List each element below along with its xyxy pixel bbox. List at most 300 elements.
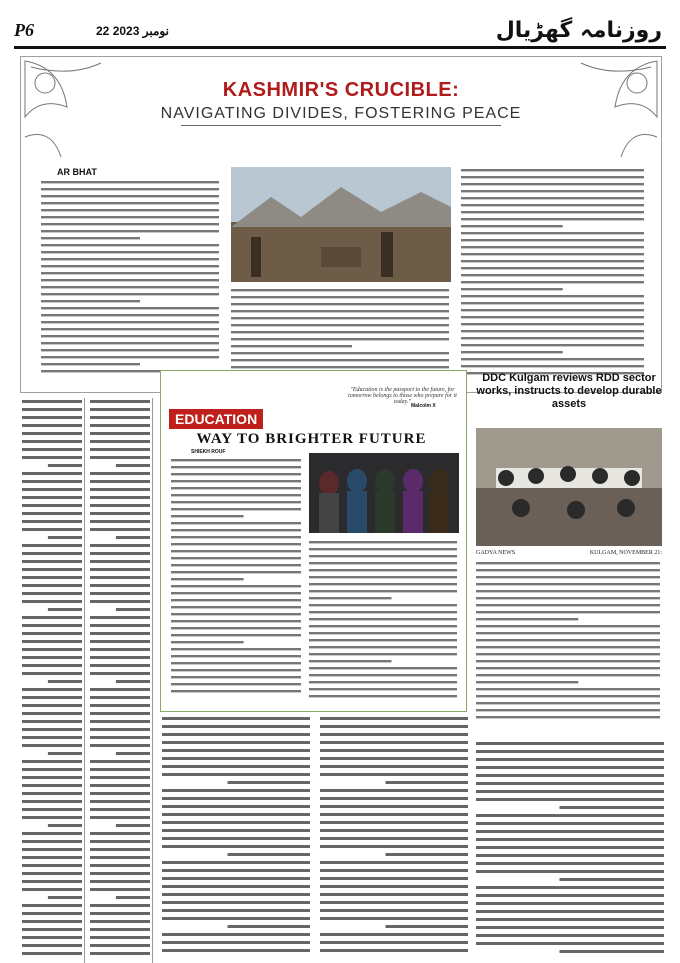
text-line xyxy=(90,688,150,691)
text-line xyxy=(22,424,82,427)
urdu-column-5 xyxy=(474,740,664,960)
ddc-body xyxy=(476,560,662,720)
text-line xyxy=(476,942,664,945)
text-lines xyxy=(20,398,82,958)
text-line xyxy=(476,611,660,613)
text-line xyxy=(22,864,82,867)
text-line xyxy=(41,181,219,183)
text-line xyxy=(90,928,150,931)
text-line xyxy=(90,800,150,803)
text-line xyxy=(476,674,660,676)
text-line xyxy=(162,845,310,848)
text-line xyxy=(476,597,660,599)
text-line xyxy=(90,568,150,571)
text-line xyxy=(309,660,392,662)
text-line xyxy=(476,576,660,578)
text-line xyxy=(476,798,664,801)
text-line xyxy=(90,456,150,459)
text-line xyxy=(461,260,644,262)
text-line xyxy=(231,331,449,333)
text-line xyxy=(228,781,311,784)
text-line xyxy=(41,237,140,239)
text-lines xyxy=(461,167,646,382)
text-line xyxy=(320,901,468,904)
text-line xyxy=(476,660,660,662)
text-line xyxy=(41,195,219,197)
date-year: 2023 xyxy=(112,24,140,38)
text-line xyxy=(22,568,82,571)
text-line xyxy=(22,400,82,403)
text-line xyxy=(560,878,665,881)
ddc-source: GADYA NEWS xyxy=(476,550,516,556)
text-line xyxy=(90,624,150,627)
text-line xyxy=(162,829,310,832)
text-line xyxy=(41,286,219,288)
text-line xyxy=(476,702,660,704)
edu-column-2 xyxy=(309,539,459,699)
text-line xyxy=(231,310,449,312)
text-line xyxy=(461,211,644,213)
edu-photo xyxy=(309,453,459,533)
text-line xyxy=(171,494,301,496)
feature-title: KASHMIR'S CRUCIBLE: xyxy=(222,79,460,101)
text-line xyxy=(22,920,82,923)
text-line xyxy=(320,789,468,792)
text-line xyxy=(171,662,301,664)
text-line xyxy=(320,797,468,800)
text-line xyxy=(162,837,310,840)
text-line xyxy=(231,303,449,305)
text-line xyxy=(90,528,150,531)
text-line xyxy=(22,944,82,947)
column-divider xyxy=(152,398,153,963)
text-line xyxy=(90,864,150,867)
text-line xyxy=(162,813,310,816)
text-line xyxy=(476,569,660,571)
text-line xyxy=(22,496,82,499)
text-line xyxy=(461,183,644,185)
text-line xyxy=(90,576,150,579)
text-line xyxy=(309,590,457,592)
text-line xyxy=(171,515,244,517)
text-line xyxy=(22,544,82,547)
text-line xyxy=(171,550,301,552)
text-line xyxy=(22,784,82,787)
text-line xyxy=(476,766,664,769)
text-line xyxy=(231,317,449,319)
text-line xyxy=(22,808,82,811)
text-line xyxy=(476,790,664,793)
text-line xyxy=(90,760,150,763)
text-line xyxy=(320,893,468,896)
edu-title: WAY TO BRIGHTER FUTURE xyxy=(196,431,427,447)
text-line xyxy=(41,265,219,267)
text-line xyxy=(90,816,150,819)
text-line xyxy=(476,902,664,905)
edu-byline: SHIEKH ROUF xyxy=(191,449,226,455)
text-line xyxy=(162,821,310,824)
text-line xyxy=(48,680,82,683)
text-line xyxy=(41,363,140,365)
text-line xyxy=(320,749,468,752)
edu-quote-author: Malcolm X xyxy=(411,403,436,409)
text-line xyxy=(171,564,301,566)
text-line xyxy=(90,448,150,451)
text-line xyxy=(90,648,150,651)
text-line xyxy=(116,464,150,467)
text-line xyxy=(476,625,660,627)
text-line xyxy=(461,344,644,346)
text-line xyxy=(162,733,310,736)
text-line xyxy=(461,365,644,367)
text-line xyxy=(476,758,664,761)
urdu-column-3 xyxy=(160,715,310,960)
text-line xyxy=(90,560,150,563)
text-line xyxy=(476,681,578,683)
text-line xyxy=(171,466,301,468)
text-line xyxy=(309,681,457,683)
text-line xyxy=(309,653,457,655)
text-line xyxy=(171,501,301,503)
text-line xyxy=(162,949,310,952)
text-line xyxy=(171,627,301,629)
text-line xyxy=(90,840,150,843)
text-line xyxy=(90,872,150,875)
text-line xyxy=(41,335,219,337)
text-line xyxy=(386,925,469,928)
text-line xyxy=(90,592,150,595)
text-line xyxy=(22,528,82,531)
text-line xyxy=(461,239,644,241)
ddc-title: DDC Kulgam reviews RDD sector works, instructs to develop durable assets xyxy=(476,372,662,410)
text-line xyxy=(22,936,82,939)
text-line xyxy=(309,646,457,648)
text-line xyxy=(22,576,82,579)
text-line xyxy=(320,877,468,880)
text-line xyxy=(162,797,310,800)
text-line xyxy=(90,472,150,475)
page-header xyxy=(0,0,680,48)
text-line xyxy=(90,640,150,643)
text-line xyxy=(309,618,457,620)
text-line xyxy=(90,712,150,715)
text-line xyxy=(309,695,457,697)
text-line xyxy=(162,725,310,728)
text-line xyxy=(171,613,301,615)
text-line xyxy=(116,824,150,827)
text-line xyxy=(90,480,150,483)
feature-byline: AR BHAT xyxy=(57,167,97,177)
text-line xyxy=(90,808,150,811)
text-lines xyxy=(474,740,664,960)
text-line xyxy=(476,862,664,865)
date-day: 22 xyxy=(96,24,110,38)
text-line xyxy=(22,688,82,691)
text-line xyxy=(41,244,219,246)
text-line xyxy=(90,776,150,779)
text-line xyxy=(320,765,468,768)
urdu-column-1 xyxy=(20,398,82,958)
text-line xyxy=(22,840,82,843)
text-line xyxy=(22,664,82,667)
text-line xyxy=(461,218,644,220)
text-line xyxy=(476,646,660,648)
text-line xyxy=(320,869,468,872)
text-line xyxy=(22,712,82,715)
text-line xyxy=(22,816,82,819)
text-line xyxy=(22,656,82,659)
text-line xyxy=(162,757,310,760)
text-line xyxy=(22,600,82,603)
text-lines xyxy=(476,560,662,720)
text-line xyxy=(162,741,310,744)
text-line xyxy=(476,618,578,620)
text-line xyxy=(90,600,150,603)
text-line xyxy=(476,910,664,913)
text-line xyxy=(48,824,82,827)
ddc-place-date: KULGAM, NOVEMBER 21: xyxy=(589,550,662,556)
text-line xyxy=(320,941,468,944)
text-line xyxy=(320,933,468,936)
text-line xyxy=(171,676,301,678)
text-line xyxy=(90,768,150,771)
text-line xyxy=(476,846,664,849)
text-line xyxy=(48,536,82,539)
text-line xyxy=(22,512,82,515)
column-divider xyxy=(84,398,85,963)
text-line xyxy=(171,543,301,545)
text-line xyxy=(90,488,150,491)
text-line xyxy=(231,366,449,368)
masthead: روزنامہ گھڑیال xyxy=(495,18,662,43)
page-number: P6 xyxy=(14,20,34,40)
text-line xyxy=(386,781,469,784)
text-line xyxy=(461,246,644,248)
text-line xyxy=(48,464,82,467)
edu-quote: "Education is the passport to the future, for tomorrow belongs to those who prepare for it today." xyxy=(348,387,457,405)
text-line xyxy=(116,608,150,611)
text-line xyxy=(309,611,457,613)
text-line xyxy=(90,856,150,859)
text-line xyxy=(476,562,660,564)
text-line xyxy=(171,459,301,461)
text-line xyxy=(476,918,664,921)
text-line xyxy=(476,886,664,889)
feature-photo xyxy=(231,167,451,282)
text-line xyxy=(22,704,82,707)
text-line xyxy=(90,512,150,515)
text-lines xyxy=(171,457,303,697)
text-line xyxy=(41,300,140,302)
text-line xyxy=(320,917,468,920)
text-line xyxy=(22,832,82,835)
text-line xyxy=(22,728,82,731)
text-line xyxy=(231,359,449,361)
text-line xyxy=(22,416,82,419)
text-line xyxy=(90,920,150,923)
text-line xyxy=(476,709,660,711)
text-line xyxy=(90,904,150,907)
text-line xyxy=(22,800,82,803)
text-line xyxy=(90,504,150,507)
text-line xyxy=(320,741,468,744)
text-line xyxy=(309,604,457,606)
text-line xyxy=(41,279,219,281)
text-line xyxy=(90,704,150,707)
text-line xyxy=(22,904,82,907)
text-line xyxy=(162,909,310,912)
text-line xyxy=(309,562,457,564)
text-line xyxy=(41,314,219,316)
text-line xyxy=(90,520,150,523)
text-line xyxy=(171,585,301,587)
text-line xyxy=(171,641,244,643)
text-line xyxy=(90,496,150,499)
text-line xyxy=(41,209,219,211)
text-line xyxy=(162,717,310,720)
text-line xyxy=(309,555,457,557)
text-line xyxy=(320,845,468,848)
text-line xyxy=(22,456,82,459)
text-line xyxy=(461,197,644,199)
text-line xyxy=(90,720,150,723)
text-line xyxy=(171,557,301,559)
text-line xyxy=(461,309,644,311)
text-line xyxy=(22,584,82,587)
text-line xyxy=(22,880,82,883)
text-line xyxy=(171,620,301,622)
text-line xyxy=(476,653,660,655)
text-line xyxy=(461,330,644,332)
text-line xyxy=(309,688,457,690)
text-line xyxy=(171,480,301,482)
text-line xyxy=(41,307,219,309)
text-line xyxy=(162,917,310,920)
text-line xyxy=(22,696,82,699)
text-line xyxy=(171,529,301,531)
text-line xyxy=(320,725,468,728)
text-line xyxy=(231,324,449,326)
text-line xyxy=(476,688,660,690)
text-line xyxy=(41,342,219,344)
ddc-photo xyxy=(476,428,662,546)
text-line xyxy=(41,216,219,218)
text-line xyxy=(22,912,82,915)
text-line xyxy=(320,837,468,840)
text-line xyxy=(90,400,150,403)
text-line xyxy=(320,733,468,736)
text-line xyxy=(162,885,310,888)
text-line xyxy=(22,872,82,875)
text-line xyxy=(22,408,82,411)
text-line xyxy=(228,853,311,856)
text-line xyxy=(162,773,310,776)
text-line xyxy=(116,752,150,755)
text-line xyxy=(22,552,82,555)
header-rule xyxy=(14,46,666,49)
text-line xyxy=(476,695,660,697)
feature-column-2 xyxy=(231,287,451,382)
text-line xyxy=(90,848,150,851)
text-line xyxy=(90,544,150,547)
text-line xyxy=(22,472,82,475)
text-line xyxy=(171,571,301,573)
text-line xyxy=(22,440,82,443)
text-line xyxy=(231,296,449,298)
text-line xyxy=(309,548,457,550)
text-line xyxy=(22,624,82,627)
ddc-article xyxy=(474,372,664,732)
text-line xyxy=(41,272,219,274)
text-line xyxy=(309,632,457,634)
text-line xyxy=(320,757,468,760)
text-line xyxy=(90,440,150,443)
text-line xyxy=(320,821,468,824)
text-line xyxy=(171,508,301,510)
text-line xyxy=(162,749,310,752)
text-line xyxy=(476,870,664,873)
text-line xyxy=(90,584,150,587)
text-line xyxy=(476,750,664,753)
text-line xyxy=(162,789,310,792)
text-line xyxy=(461,204,644,206)
text-line xyxy=(162,869,310,872)
text-line xyxy=(41,188,219,190)
text-line xyxy=(476,782,664,785)
edu-section-tag: EDUCATION xyxy=(169,409,263,429)
feature-article xyxy=(20,56,662,393)
text-line xyxy=(41,258,219,260)
text-line xyxy=(162,941,310,944)
text-line xyxy=(48,896,82,899)
text-line xyxy=(476,894,664,897)
text-line xyxy=(476,632,660,634)
text-line xyxy=(320,949,468,952)
text-line xyxy=(320,909,468,912)
text-line xyxy=(461,169,644,171)
urdu-column-2 xyxy=(88,398,150,958)
ddc-dateline xyxy=(476,550,662,557)
text-lines xyxy=(160,715,310,960)
text-line xyxy=(41,349,219,351)
text-line xyxy=(461,316,644,318)
text-line xyxy=(90,696,150,699)
text-line xyxy=(461,358,644,360)
text-line xyxy=(90,424,150,427)
text-line xyxy=(461,337,644,339)
text-lines xyxy=(318,715,468,960)
text-line xyxy=(476,814,664,817)
text-line xyxy=(22,488,82,491)
text-line xyxy=(90,408,150,411)
text-line xyxy=(22,560,82,563)
text-line xyxy=(461,288,563,290)
text-line xyxy=(22,632,82,635)
text-line xyxy=(461,281,644,283)
text-line xyxy=(560,806,665,809)
text-line xyxy=(90,632,150,635)
text-line xyxy=(320,805,468,808)
text-line xyxy=(228,925,311,928)
text-line xyxy=(309,674,457,676)
text-line xyxy=(22,504,82,507)
text-line xyxy=(22,760,82,763)
text-line xyxy=(320,813,468,816)
text-line xyxy=(90,616,150,619)
text-line xyxy=(41,356,219,358)
text-line xyxy=(171,522,301,524)
text-line xyxy=(386,853,469,856)
